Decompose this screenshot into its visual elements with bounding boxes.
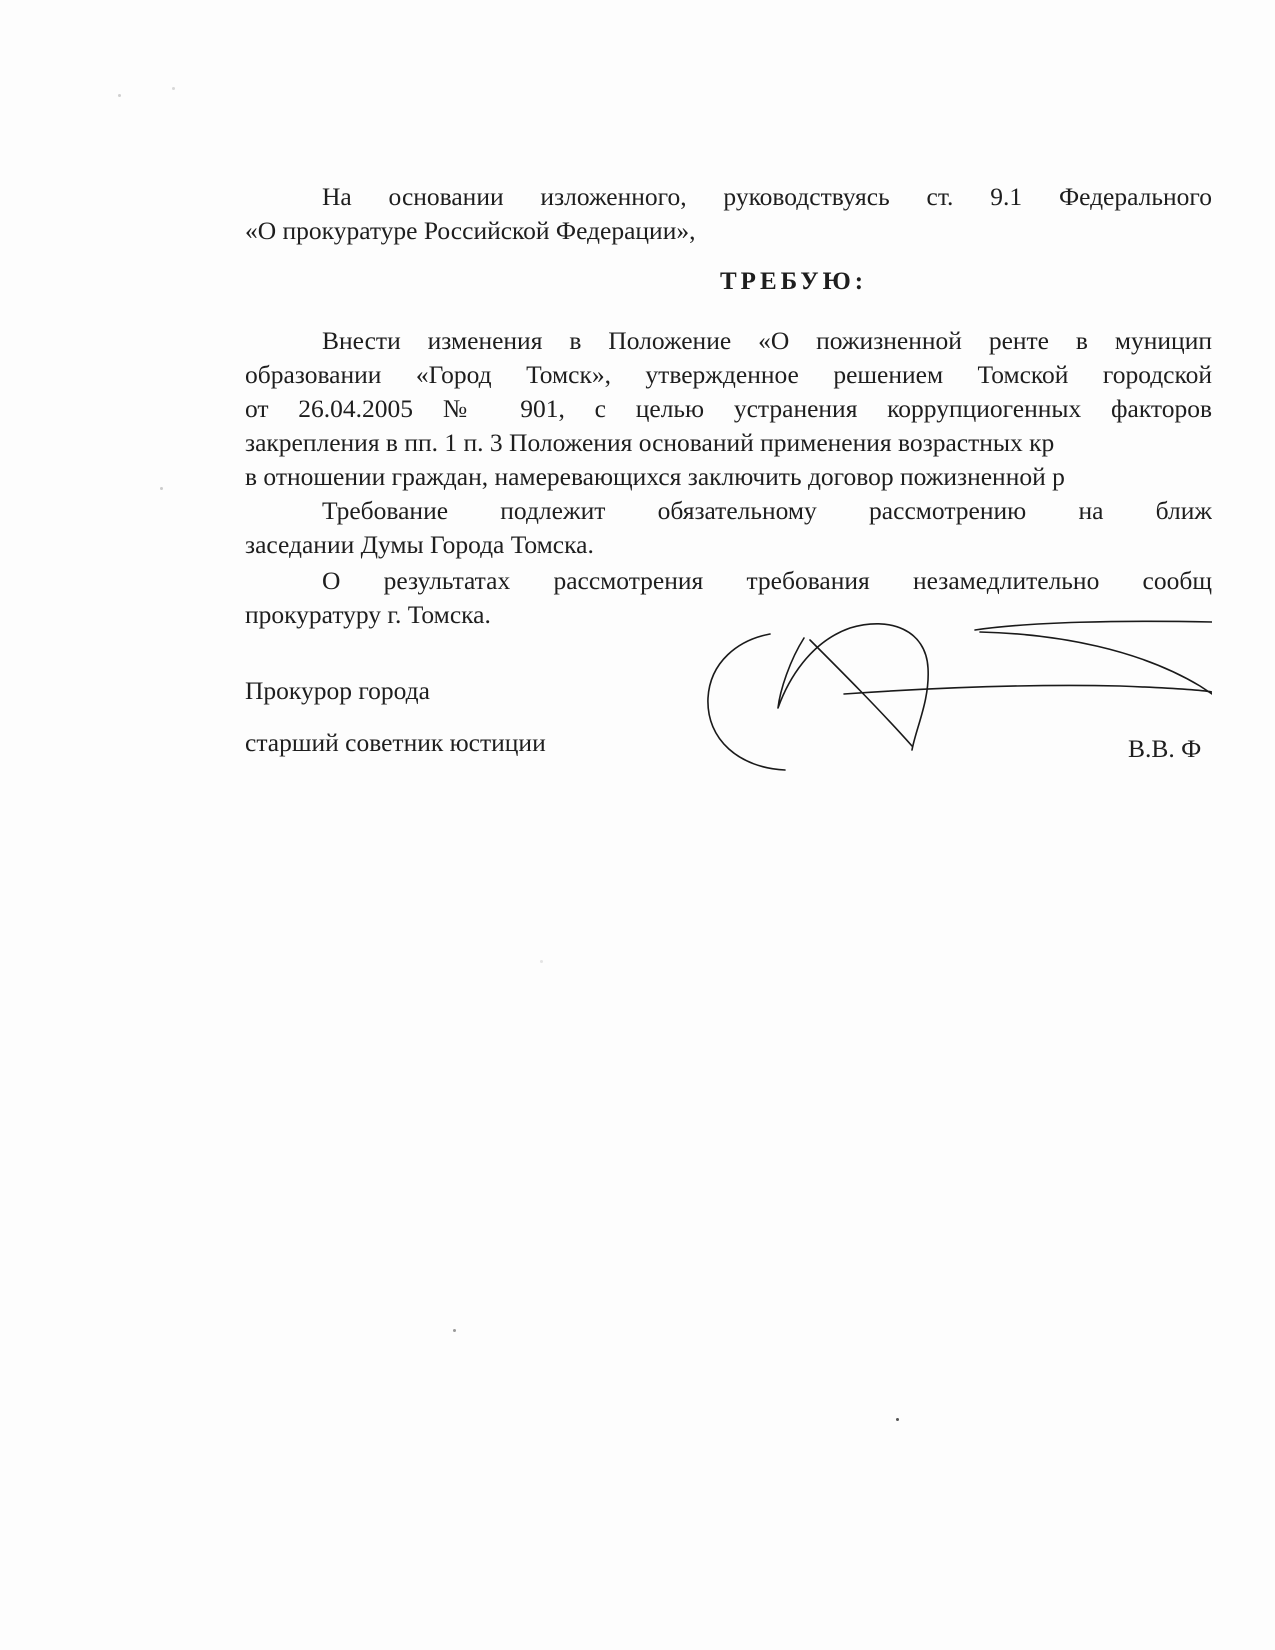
paragraph1-line1: На основании изложенного, руководствуясь ст. 9.1 Федерального	[322, 182, 1212, 211]
signature-stroke	[975, 621, 1212, 630]
heading-demand: ТРЕБУЮ:	[720, 268, 868, 295]
paragraph3-line1: Требование подлежит обязательному рассмотрению на ближ	[322, 496, 1212, 525]
scan-speck	[896, 1418, 899, 1421]
paragraph3-line2: заседании Думы Города Томска.	[245, 530, 594, 559]
signature-stroke	[980, 632, 1212, 694]
signature-stroke	[844, 685, 1212, 694]
scan-speck	[118, 94, 121, 97]
signature-position-line1: Прокурор города	[245, 676, 430, 705]
scan-speck	[160, 487, 163, 490]
signature-stroke	[778, 624, 928, 750]
paragraph4-line1: О результатах рассмотрения требования незамедлительно сообщ	[322, 566, 1212, 595]
paragraph4-line2: прокуратуру г. Томска.	[245, 600, 491, 629]
paragraph1-line2: «О прокуратуре Российской Федерации»,	[245, 216, 696, 245]
scan-speck	[453, 1329, 456, 1332]
signatory-name: В.В. Ф	[1128, 734, 1202, 763]
paragraph2-line2: образовании «Город Томск», утвержденное решением Томской городской	[245, 360, 1212, 389]
paragraph2-line1: Внести изменения в Положение «О пожизненной ренте в муницип	[322, 326, 1212, 355]
paragraph2-line5: в отношении граждан, намеревающихся заключить договор пожизненной р	[245, 462, 1065, 491]
signature-stroke	[708, 634, 785, 770]
handwritten-signature	[700, 610, 1212, 780]
paragraph2-line3: от 26.04.2005 № 901, с целью устранения коррупциогенных факторов	[245, 394, 1212, 423]
paragraph2-line4: закрепления в пп. 1 п. 3 Положения оснований применения возрастных кр	[245, 428, 1055, 457]
scan-speck	[540, 960, 543, 963]
signature-position-line2: старший советник юстиции	[245, 728, 546, 757]
scan-speck	[172, 87, 175, 90]
